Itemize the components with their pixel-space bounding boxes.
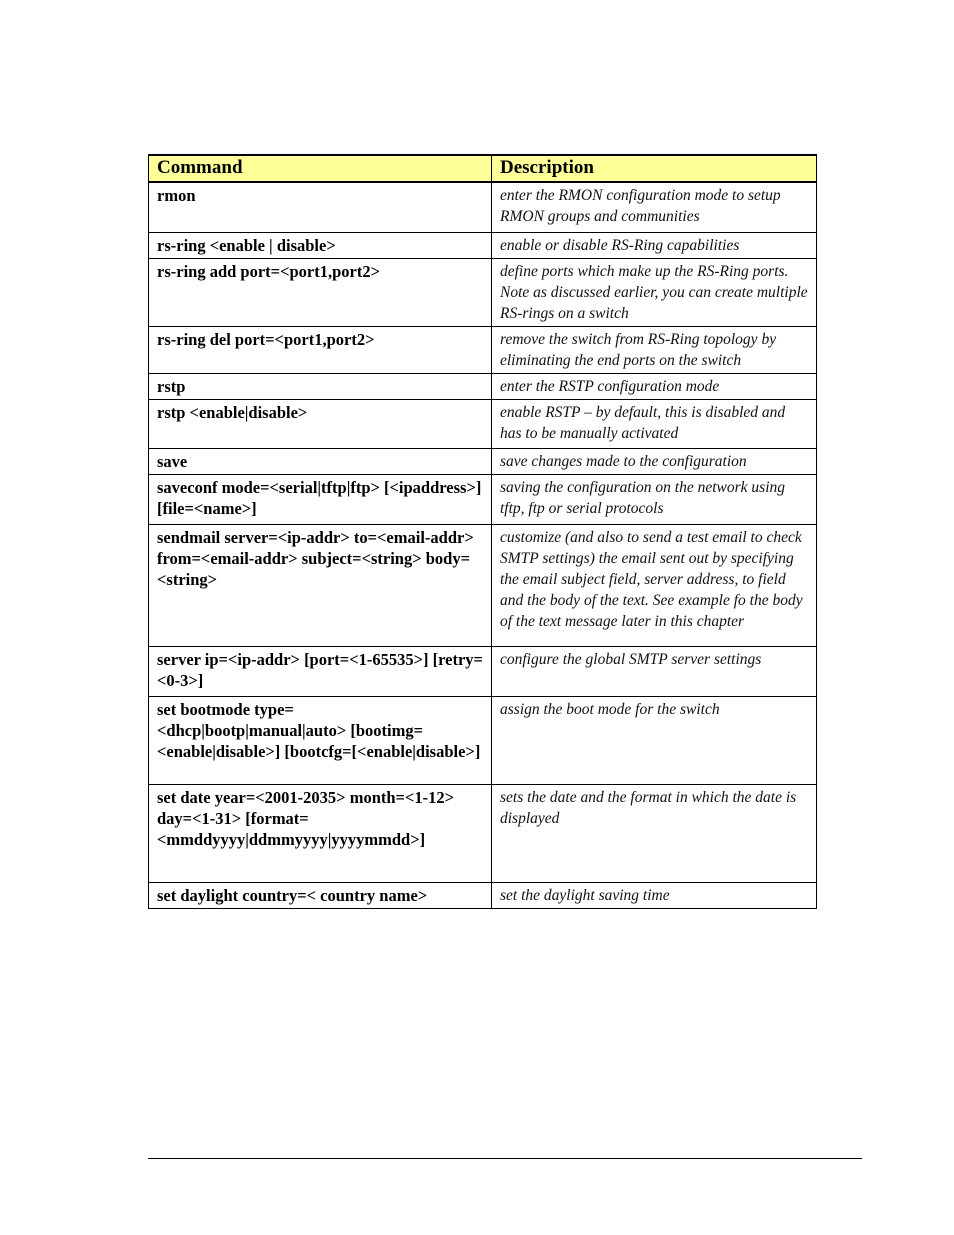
description-cell: enter the RMON configuration mode to setup RMON groups and communities [492,182,817,232]
table-body [149,182,817,908]
command-cell: rs-ring add port=<port1,port2> [149,258,492,326]
table-row [149,373,817,399]
table-row [149,646,817,696]
command-cell: set daylight country=< country name> [149,882,492,908]
description-cell: saving the configuration on the network using tftp, ftp or serial protocols [492,474,817,524]
table-row [149,232,817,258]
table-row [149,882,817,908]
table-row [149,474,817,524]
description-cell: enable or disable RS-Ring capabilities [492,232,817,258]
command-cell: set bootmode type=<dhcp|bootp|manual|auto> [bootimg=<enable|disable>] [bootcfg=[<enable|disable>] [149,696,492,784]
command-cell: rstp <enable|disable> [149,399,492,448]
command-cell: rs-ring del port=<port1,port2> [149,326,492,373]
description-cell: customize (and also to send a test email to check SMTP settings) the email sent out by specifying the email subject field, server address, to field and the body of the text. See example fo the body of the text message later in this chapter [492,524,817,646]
table-row [149,696,817,784]
table-header-row [149,155,817,182]
table-row [149,326,817,373]
table-row [149,258,817,326]
description-cell: enable RSTP – by default, this is disabled and has to be manually activated [492,399,817,448]
description-cell: define ports which make up the RS-Ring ports. Note as discussed earlier, you can create multiple RS-rings on a switch [492,258,817,326]
description-cell: save changes made to the configuration [492,448,817,474]
command-cell: set date year=<2001-2035> month=<1-12> day=<1-31> [format=<mmddyyyy|ddmmyyyy|yyyymmdd>] [149,784,492,882]
command-cell: rs-ring <enable | disable> [149,232,492,258]
command-cell: server ip=<ip-addr> [port=<1-65535>] [retry=<0-3>] [149,646,492,696]
command-cell: rmon [149,182,492,232]
command-table [148,154,817,909]
description-cell: remove the switch from RS-Ring topology by eliminating the end ports on the switch [492,326,817,373]
command-cell: save [149,448,492,474]
table-row [149,448,817,474]
header-description: Description [492,155,817,182]
header-command: Command [149,155,492,182]
description-cell: set the daylight saving time [492,882,817,908]
description-cell: enter the RSTP configuration mode [492,373,817,399]
footer-divider [148,1158,862,1159]
table-row [149,784,817,882]
description-cell: assign the boot mode for the switch [492,696,817,784]
command-cell: saveconf mode=<serial|tftp|ftp> [<ipaddress>] [file=<name>] [149,474,492,524]
description-cell: sets the date and the format in which the date is displayed [492,784,817,882]
table-row [149,524,817,646]
command-cell: sendmail server=<ip-addr> to=<email-addr> from=<email-addr> subject=<string> body=<string> [149,524,492,646]
table-row [149,399,817,448]
command-cell: rstp [149,373,492,399]
description-cell: configure the global SMTP server settings [492,646,817,696]
table-row [149,182,817,232]
